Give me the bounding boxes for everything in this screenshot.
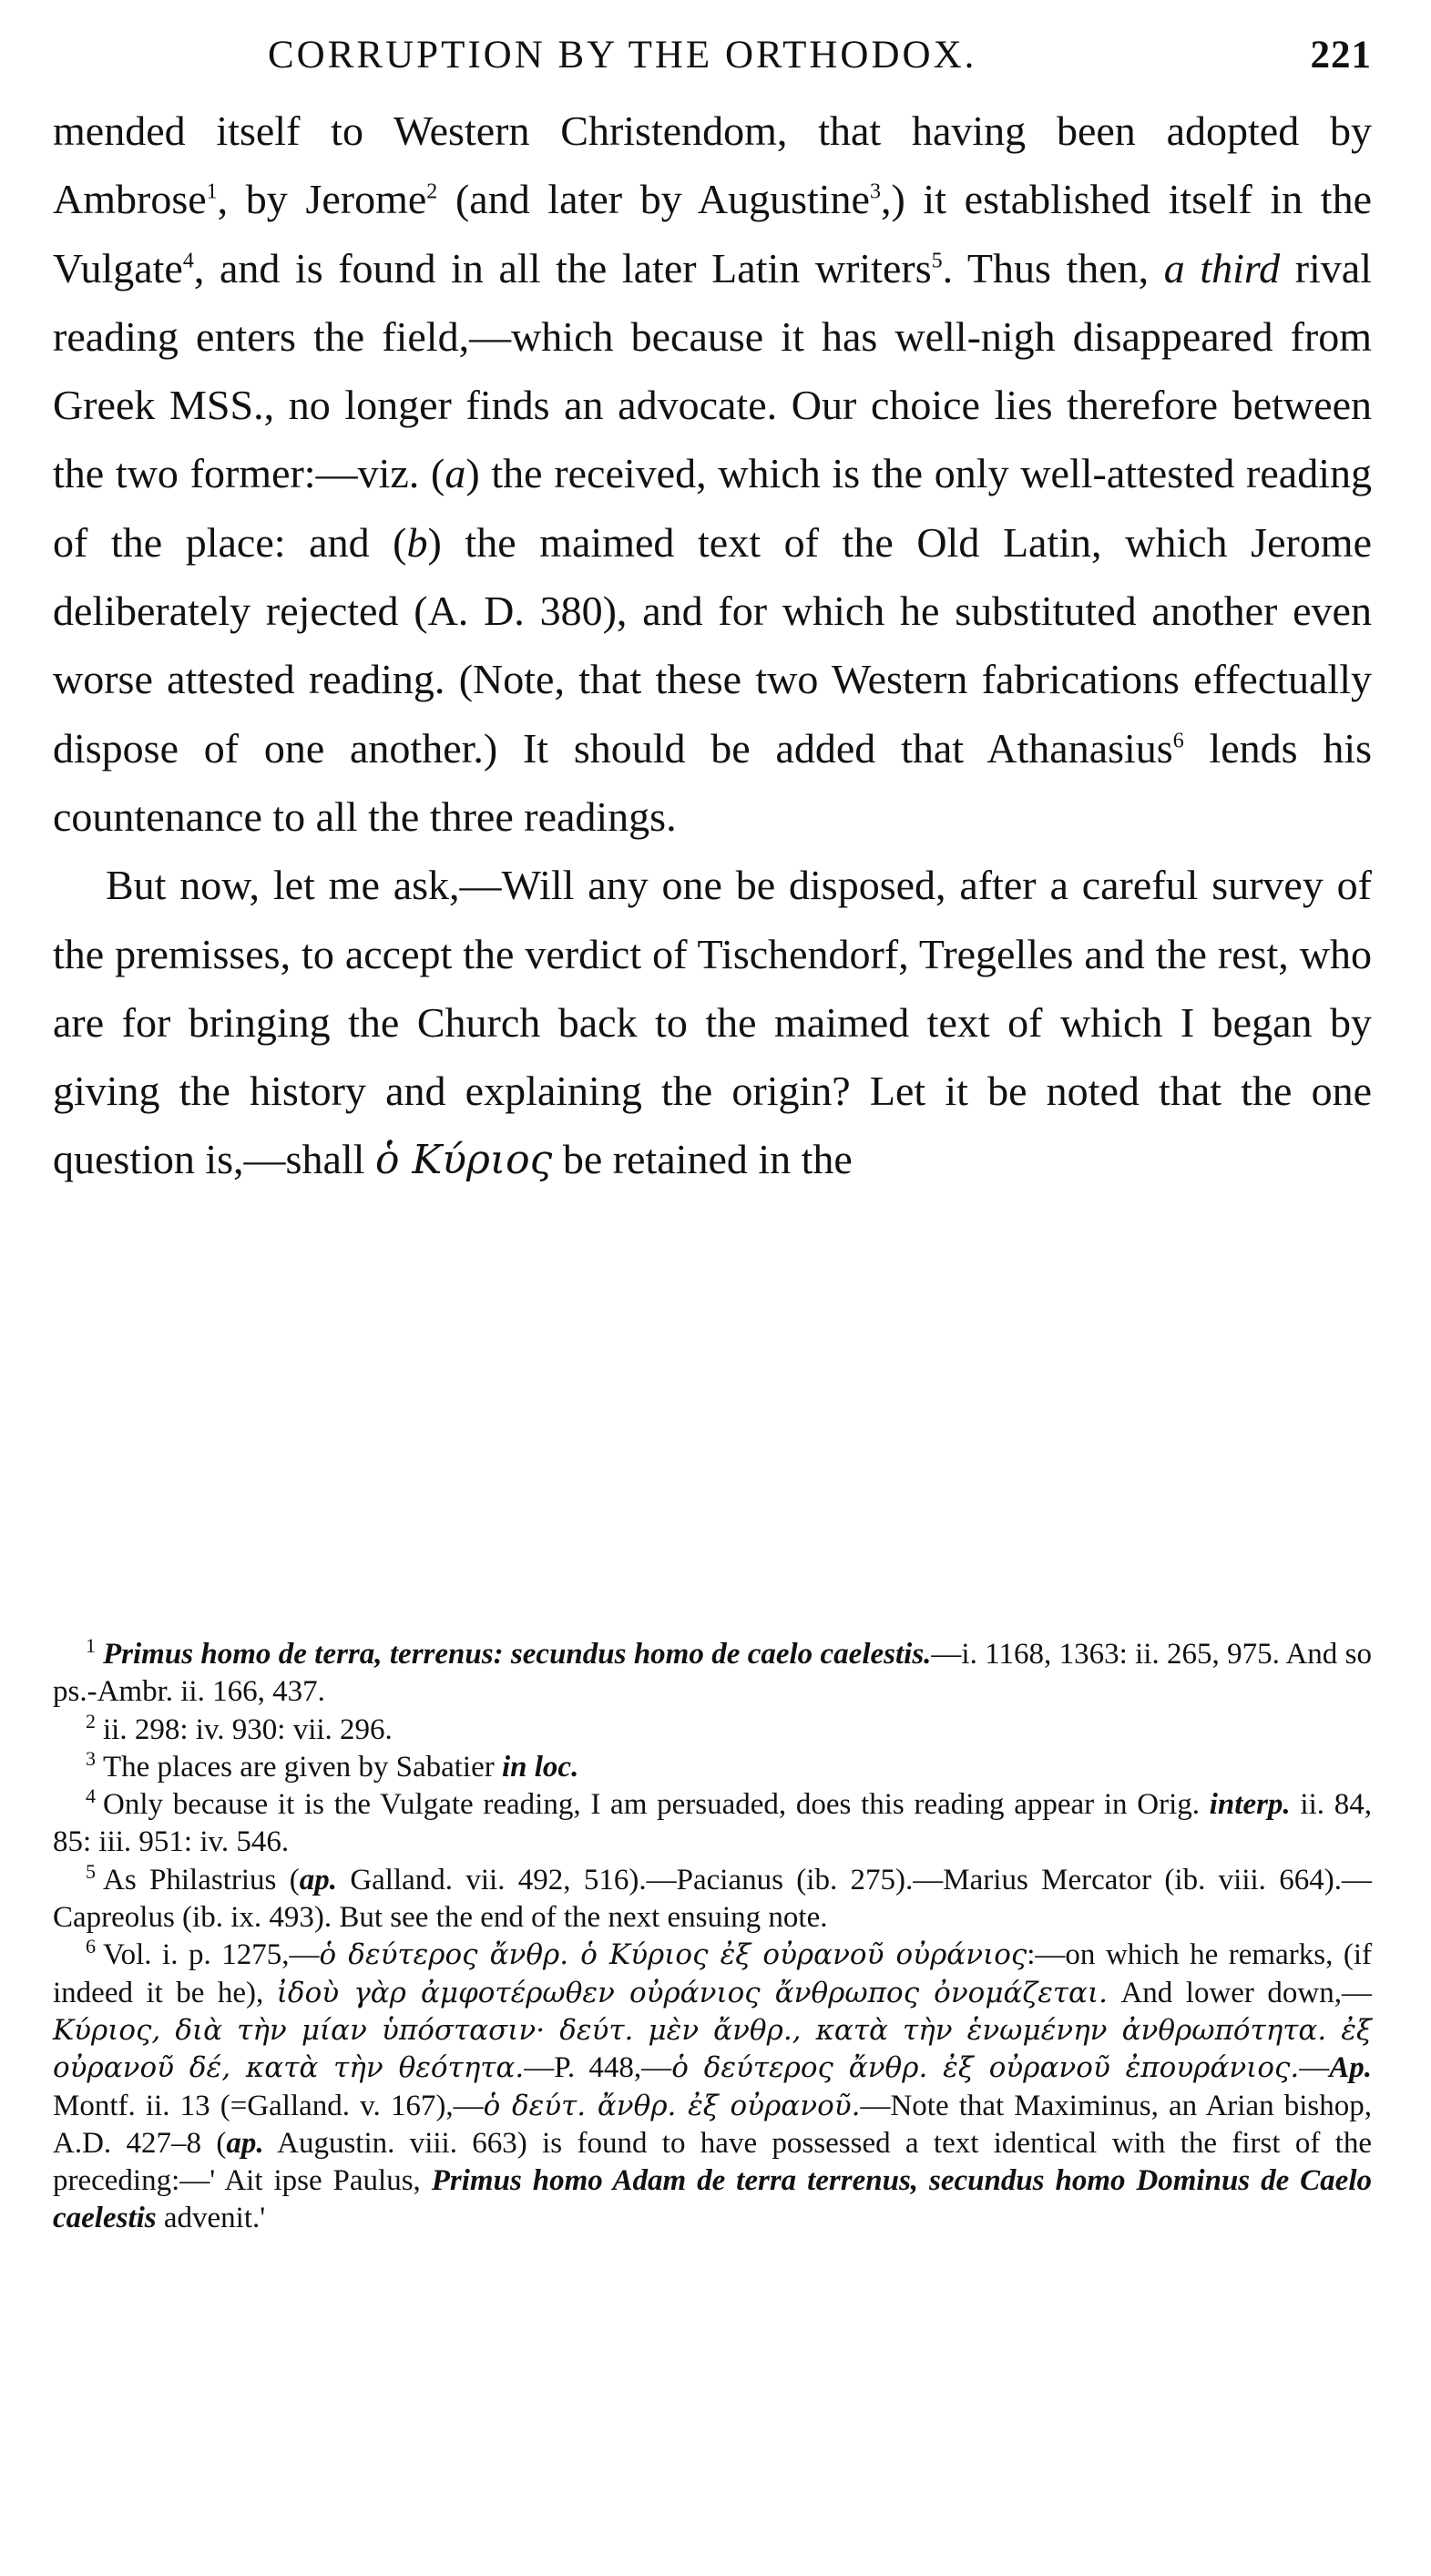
footnote-5 — [53, 1859, 1373, 1937]
greek-quote: Κύριος, διὰ τὴν μίαν ὑπόστασιν· δεύτ. μὲν ἄνθρ., κατὰ τὴν ἑνωμένην ἀνθρωπότητα. ἐξ οὐρανοῦ δέ, κατὰ τὴν θεότητα. — [53, 2013, 1372, 2085]
label-a: a — [445, 450, 466, 497]
footnote-ref-1: 1 — [206, 179, 218, 204]
footnote-2 — [53, 1709, 1372, 1749]
greek-quote: ὁ δεύτ. ἄνθρ. ἐξ οὐρανοῦ. — [483, 2089, 861, 2122]
footnote-text: Vol. i. p. 1275,— — [103, 1938, 320, 1972]
text-run: be retained in the — [552, 1136, 853, 1183]
footnote-text: Montf. ii. 13 (=Galland. v. 167),— — [53, 2089, 484, 2122]
footnote-text: — — [1299, 2051, 1330, 2085]
footnote-text: The places are given by Sabatier — [103, 1750, 502, 1784]
footnote-text: advenit.' — [156, 2202, 266, 2235]
footnote-mark: 3 — [86, 1746, 96, 1770]
text-run: lends his countenance to all the three readings. — [53, 724, 1373, 840]
footnotes — [53, 1636, 1372, 2238]
footnote-ref-5: 5 — [931, 249, 943, 273]
greek-phrase: ὁ Κύριος — [374, 1137, 553, 1184]
text-run: . Thus then, — [942, 244, 1164, 291]
text-run: ) the received, which is the only well-attested reading of the place: and ( — [53, 450, 1372, 566]
footnote-text: 427–8 ( — [111, 2126, 227, 2160]
greek-quote: ὁ δεύτερος ἄνθρ. ὁ Κύριος ἐξ οὐρανοῦ οὐράνιος — [319, 1938, 1027, 1972]
paragraph-2 — [53, 851, 1372, 1194]
footnote-quote: Primus homo de terra, terrenus: secundus homo de caelo caelestis. — [103, 1638, 932, 1671]
text-run: ,) it established itself in the Vulgate — [53, 176, 1372, 291]
greek-quote: ὁ δεύτερος ἄνθρ. ἐξ οὐρανοῦ ἐπουράνιος. — [671, 2051, 1300, 2085]
footnote-text: ii. 84, 85: iii. 951: iv. 546. — [53, 1788, 1372, 1859]
footnote-text: :—on which he remarks, (if indeed it be he), — [53, 1938, 1373, 2009]
footnote-mark: 6 — [86, 1935, 96, 1958]
footnote-italic: in loc. — [501, 1750, 579, 1784]
footnote-mark: 5 — [86, 1859, 96, 1883]
text-run: 380), and for which he substituted another even worse attested reading. (Note, that these two Western fabrications effectually dispose of one another.) It should be added that Athanasius — [53, 588, 1372, 772]
footnote-italic: ap. — [226, 2126, 264, 2160]
footnote-text: —P. 448,— — [524, 2051, 672, 2085]
footnote-1 — [53, 1636, 1372, 1712]
running-title: CORRUPTION BY THE ORTHODOX. — [268, 34, 977, 77]
footnote-4 — [53, 1786, 1372, 1862]
label-b: b — [406, 518, 428, 566]
footnote-text: And lower down,— — [1107, 1976, 1372, 2009]
footnote-italic: Ap. — [1329, 2051, 1372, 2085]
footnote-ref-2: 2 — [426, 179, 438, 204]
footnote-mark: 4 — [86, 1784, 96, 1808]
page-number: 221 — [1310, 34, 1372, 77]
text-run: mended itself to Western Christendom, that having been adopted by Ambrose — [53, 107, 1372, 223]
footnote-text: ii. 298: iv. 930: vii. 296. — [103, 1712, 393, 1746]
footnote-mark: 1 — [86, 1634, 96, 1657]
paragraph-1 — [53, 97, 1372, 851]
main-text — [53, 97, 1372, 1195]
footnote-italic: ap. — [299, 1863, 337, 1896]
footnote-text: As Philastrius ( — [103, 1863, 300, 1896]
running-head — [53, 33, 1372, 97]
footnote-quote: Primus homo Adam de terra terrenus, secundus homo Dominus de Caelo caelestis — [53, 2164, 1372, 2235]
footnote-3 — [53, 1746, 1372, 1786]
footnote-text: —i. 1168, 1363: ii. 265, 975. And so ps.-Ambr. ii. 166, 437. — [53, 1638, 1372, 1709]
text-run: , by Jerome — [217, 176, 427, 223]
book-page — [53, 33, 1373, 2235]
text-run: , and is found in all the later Latin writers — [193, 244, 932, 291]
footnote-italic: interp. — [1209, 1788, 1291, 1822]
text-run: ) the maimed text of the Old Latin, which Jerome deliberately rejected ( — [53, 518, 1372, 635]
footnote-ref-3: 3 — [869, 179, 881, 204]
footnote-text: —Note that Maximinus, an Arian bishop, — [860, 2089, 1372, 2122]
text-run: (and later by Augustine — [437, 176, 870, 223]
anno-domini: A. D. — [427, 588, 525, 635]
greek-quote: ἰδοὺ γὰρ ἀμφοτέρωθεν οὐράνιος ἄνθρωπος ὀνομάζεται. — [276, 1976, 1108, 2009]
anno-domini: A.D. — [53, 2126, 112, 2160]
footnote-text: Augustin. viii. 663) is found to have possessed a text identical with the first of the preceding:—' Ait ipse Paulus, — [53, 2126, 1372, 2198]
footnote-ref-6: 6 — [1172, 729, 1184, 753]
footnote-ref-4: 4 — [182, 249, 194, 273]
footnote-text: Only because it is the Vulgate reading, I am persuaded, does this reading appear in Orig. — [103, 1788, 1210, 1822]
footnote-text: Galland. vii. 492, 516).—Pacianus (ib. 275).—Marius Mercator (ib. viii. 664).—Capreolus (ib. ix. 493). But see the end of the next ensuing note. — [53, 1863, 1373, 1935]
footnote-mark: 2 — [86, 1709, 96, 1733]
footnote-6 — [53, 1937, 1372, 2237]
text-run: rival reading enters the field,—which because it has well-nigh disappeared from Greek MSS., no longer finds an advocate. Our choice lies therefore between the two former:—viz. ( — [53, 244, 1372, 497]
text-run: But now, let me ask,—Will any one be disposed, after a careful survey of the premisses, to accept the verdict of Tischendorf, Tregelles and the rest, who are for bringing the Church back to the maimed text of which I began by giving the history and explaining the origin? Let it be noted that the one question is,—shall — [53, 862, 1372, 1183]
emphasis-third: a third — [1163, 244, 1281, 291]
